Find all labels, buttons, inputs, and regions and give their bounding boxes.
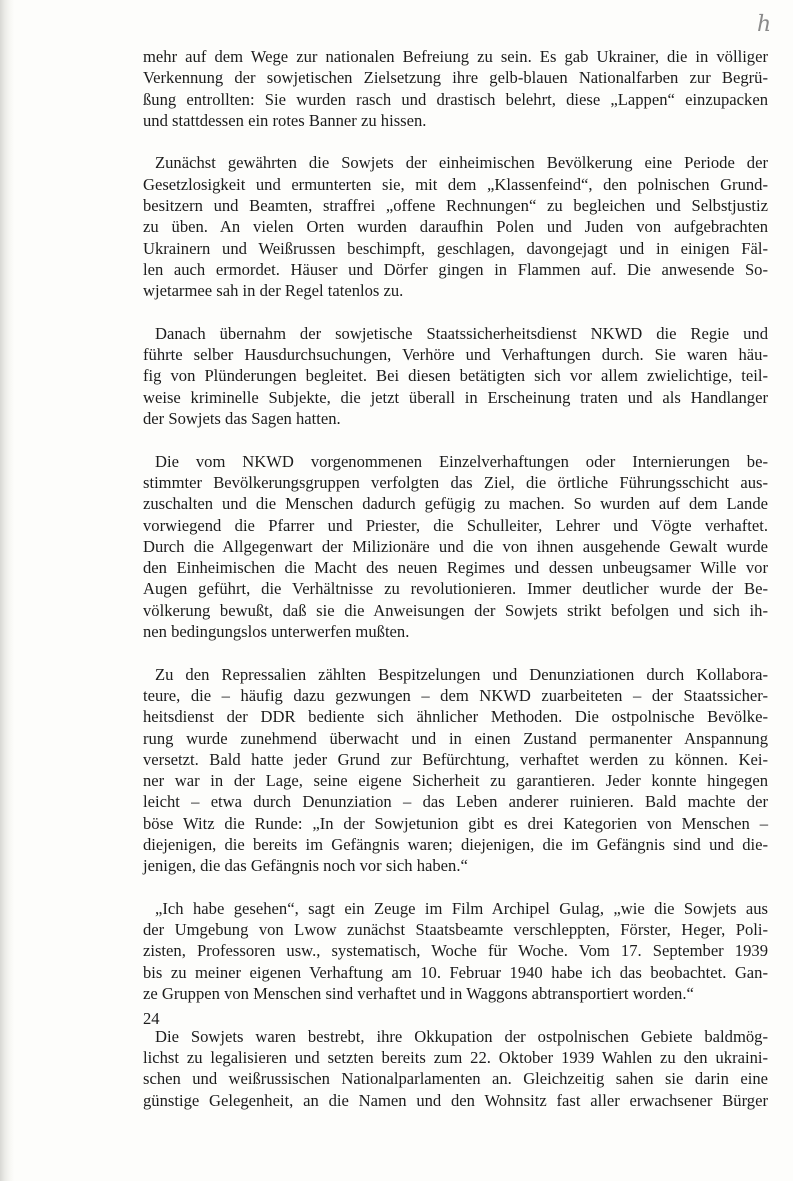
text-line: teure, die – häufig dazu gezwungen – dem NKWD zuarbeiteten – der Staatssicher- <box>143 685 768 705</box>
margin-mark: h <box>757 12 772 37</box>
text-line: Danach übernahm der sowjetische Staatssicherheitsdienst NKWD die Regie und <box>155 323 768 343</box>
text-line: lichst zu legalisieren und setzten bereits zum 22. Oktober 1939 Wahlen zu den ukraini- <box>143 1047 768 1067</box>
text-line: und stattdessen ein rotes Banner zu hissen. <box>143 110 427 130</box>
paragraph <box>143 46 768 131</box>
text-line: vorwiegend die Pfarrer und Priester, die Schulleiter, Lehrer und Vögte verhaftet. <box>143 515 768 535</box>
text-line: Zu den Repressalien zählten Bespitzelungen und Denunziationen durch Kollabora- <box>155 664 768 684</box>
paragraph <box>143 323 768 429</box>
text-line: jenigen, die das Gefängnis noch vor sich haben.“ <box>143 856 468 876</box>
paragraph <box>143 451 768 643</box>
scan-binding-edge <box>0 0 14 1181</box>
text-line: ze Gruppen von Menschen sind verhaftet und in Waggons abtransportiert worden.“ <box>143 984 694 1004</box>
text-line: diejenigen, die bereits im Gefängnis waren; diejenigen, die im Gefängnis sind und die- <box>143 834 768 854</box>
text-line: führte selber Hausdurchsuchungen, Verhöre und Verhaftungen durch. Sie waren häu- <box>143 345 768 365</box>
text-line: Augen geführt, die Verhältnisse zu revolutionieren. Immer deutlicher wurde der Be- <box>143 579 768 599</box>
text-line: nen bedingungslos unterwerfen mußten. <box>143 622 410 642</box>
paragraph <box>143 664 768 877</box>
text-line: günstige Gelegenheit, an die Namen und den Wohnsitz fast aller erwachsener Bürger <box>143 1090 768 1110</box>
paragraph <box>143 152 768 301</box>
text-line: „Ich habe gesehen“, sagt ein Zeuge im Film Archipel Gulag, „wie die Sowjets aus <box>155 898 768 918</box>
text-line: len auch ermordet. Häuser und Dörfer gingen in Flammen auf. Die anwesende So- <box>143 259 768 279</box>
text-line: weise kriminelle Subjekte, die jetzt überall in Erscheinung traten und als Handlanger <box>143 387 768 407</box>
text-line: Verkennung der sowjetischen Zielsetzung ihre gelb-blauen Nationalfarben zur Begrü- <box>143 68 768 88</box>
text-line: ßung entrollten: Sie wurden rasch und drastisch belehrt, diese „Lappen“ einzupacken <box>143 89 768 109</box>
text-line: Die vom NKWD vorgenommenen Einzelverhaftungen oder Internierungen be- <box>155 451 768 471</box>
text-line: leicht – etwa durch Denunziation – das Leben anderer ruinieren. Bald machte der <box>143 792 768 812</box>
text-line: der Umgebung von Lwow zunächst Staatsbeamte verschleppten, Förster, Heger, Poli- <box>143 920 768 940</box>
text-line: zuschalten und die Menschen dadurch gefügig zu machen. So wurden auf dem Lande <box>143 494 768 514</box>
text-line: versetzt. Bald hatte jeder Grund zur Befürchtung, verhaftet werden zu können. Kei- <box>143 749 768 769</box>
text-line: wjetarmee sah in der Regel tatenlos zu. <box>143 281 404 301</box>
text-line: bis zu meiner eigenen Verhaftung am 10. Februar 1940 habe ich das beobachtet. Gan- <box>143 962 768 982</box>
text-line: mehr auf dem Wege zur nationalen Befreiung zu sein. Es gab Ukrainer, die in völliger <box>143 47 768 66</box>
text-line: Ukrainern und Weißrussen beschimpft, geschlagen, davongejagt und in einigen Fäl- <box>143 238 768 258</box>
body-text <box>143 46 768 1132</box>
text-line: böse Witz die Runde: „In der Sowjetunion gibt es drei Kategorien von Menschen – <box>143 813 768 833</box>
text-line: Die Sowjets waren bestrebt, ihre Okkupation der ostpolnischen Gebiete baldmög- <box>155 1026 768 1046</box>
paragraph <box>143 1026 768 1111</box>
text-line: fig von Plünderungen begleitet. Bei diesen betätigten sich vor allem zwielichtige, teil- <box>143 366 768 386</box>
paragraph <box>143 898 768 1004</box>
text-line: völkerung bewußt, daß sie die Anweisungen der Sowjets strikt befolgen und sich ih- <box>143 600 768 620</box>
text-line: zu üben. An vielen Orten wurden daraufhin Polen und Juden von aufgebrachten <box>143 217 768 237</box>
text-line: zisten, Professoren usw., systematisch, Woche für Woche. Vom 17. September 1939 <box>143 941 768 961</box>
text-line: ner war in der Lage, seine eigene Sicherheit zu garantieren. Jeder konnte hingegen <box>143 771 768 791</box>
text-line: den Einheimischen die Macht des neuen Regimes und dessen unbeugsamer Wille vor <box>143 558 768 578</box>
text-line: Gesetzlosigkeit und ermunterten sie, mit dem „Klassenfeind“, den polnischen Grund- <box>143 174 768 194</box>
text-line: Durch die Allgegenwart der Milizionäre und die von ihnen ausgehende Gewalt wurde <box>143 536 768 556</box>
text-line: besitzern und Beamten, straffrei „offene Rechnungen“ zu begleichen und Selbstjustiz <box>143 196 768 216</box>
page-number: 24 <box>143 1009 160 1028</box>
text-line: heitsdienst der DDR bediente sich ähnlicher Methoden. Die ostpolnische Bevölke- <box>143 707 768 727</box>
text-line: rung wurde zunehmend überwacht und in einen Zustand permanenter Anspannung <box>143 728 768 748</box>
text-line: stimmter Bevölkerungsgruppen verfolgten das Ziel, die örtliche Führungsschicht aus- <box>143 472 768 492</box>
text-line: schen und weißrussischen Nationalparlamenten an. Gleichzeitig sahen sie darin eine <box>143 1069 768 1089</box>
text-line: der Sowjets das Sagen hatten. <box>143 409 341 429</box>
text-line: Zunächst gewährten die Sowjets der einheimischen Bevölkerung eine Periode der <box>155 153 768 173</box>
